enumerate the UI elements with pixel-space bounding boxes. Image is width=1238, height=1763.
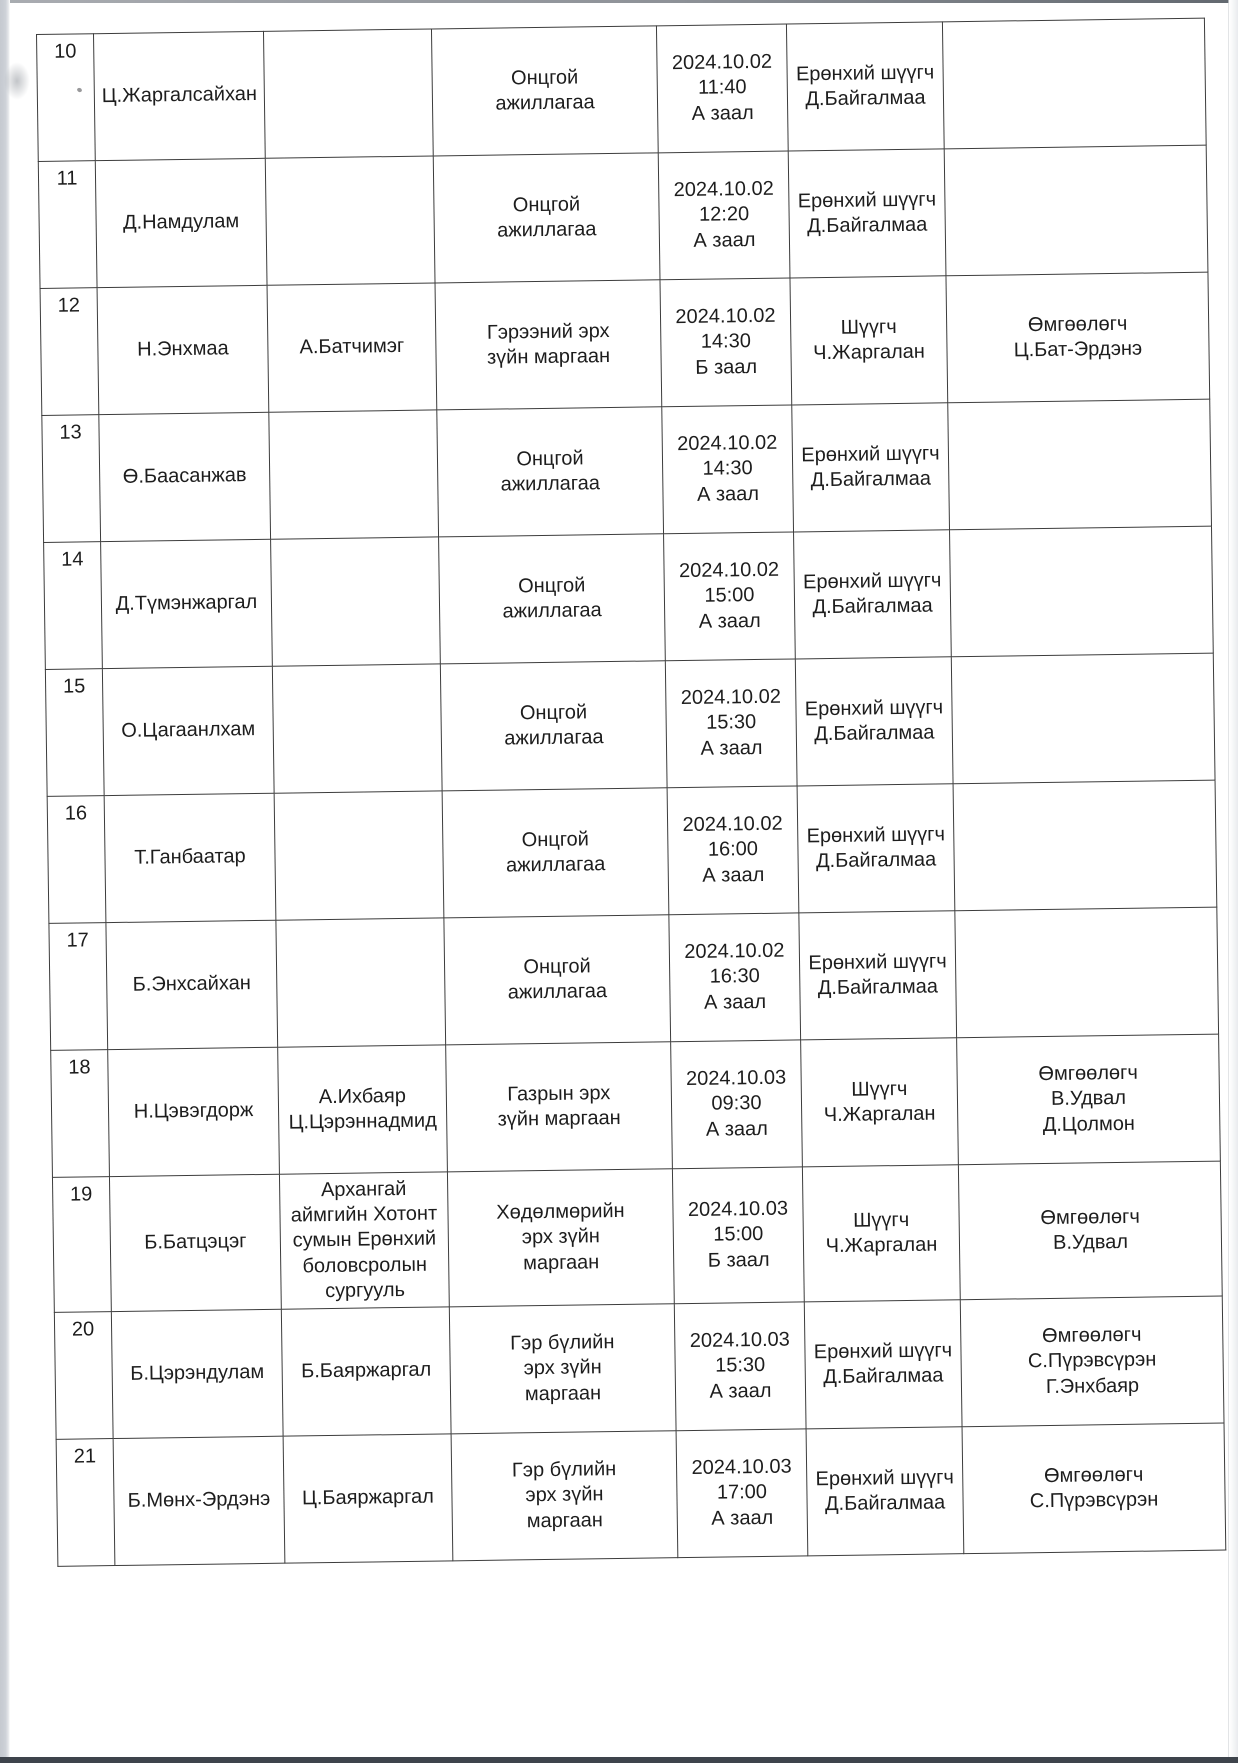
table-row <box>45 653 1215 796</box>
defendant-name <box>271 537 441 666</box>
plaintiff-name: Д.Намдулам <box>95 158 267 287</box>
plaintiff-name: Б.Мөнх-Эрдэнэ <box>113 1436 285 1565</box>
case-type: Хөдөлмөрийн эрх зүйн маргаан <box>447 1169 674 1307</box>
case-type: Онцгой ажиллагаа <box>437 407 664 537</box>
hearing-datetime-hall: 2024.10.03 15:30 А заал <box>674 1302 806 1431</box>
plaintiff-name: Н.Цэвэгдорж <box>108 1047 280 1176</box>
table-row <box>38 145 1208 288</box>
judge-name: Ерөнхий шүүгч Д.Байгалмаа <box>804 1300 962 1429</box>
lawyer-name: Өмгөөлөгч С.Пүрэвсүрэн <box>962 1423 1226 1554</box>
case-type: Гэр бүлийн эрх зүйн маргаан <box>451 1431 678 1561</box>
case-type: Гэрээний эрх зүйн маргаан <box>435 280 662 410</box>
defendant-name <box>263 29 433 158</box>
plaintiff-name: Т.Ганбаатар <box>104 793 276 922</box>
case-type: Онцгой ажиллагаа <box>439 534 666 664</box>
defendant-name <box>272 664 442 793</box>
row-number: 14 <box>44 542 103 670</box>
hearing-schedule-table <box>36 18 1226 1567</box>
hearing-datetime-hall: 2024.10.02 11:40 А заал <box>656 24 788 153</box>
row-number: 12 <box>40 288 99 416</box>
row-number: 10 <box>37 34 96 162</box>
hearing-datetime-hall: 2024.10.02 15:00 А заал <box>664 532 796 661</box>
case-type: Газрын эрх зүйн маргаан <box>446 1042 673 1172</box>
table-row <box>54 1296 1224 1439</box>
plaintiff-name: Б.Цэрэндулам <box>111 1309 283 1438</box>
table-row <box>37 18 1207 161</box>
row-number: 21 <box>56 1438 115 1566</box>
table-row <box>56 1423 1226 1566</box>
hearing-datetime-hall: 2024.10.02 12:20 А заал <box>658 151 790 280</box>
hearing-datetime-hall: 2024.10.03 17:00 А заал <box>676 1429 808 1558</box>
plaintiff-name: Д.Түмэнжаргал <box>101 539 273 668</box>
document-sheet <box>36 18 1226 1567</box>
plaintiff-name: Б.Батцэцэг <box>109 1174 281 1311</box>
lawyer-name <box>950 526 1214 657</box>
scan-edge-top <box>0 0 1238 3</box>
scan-smudge-artifact <box>4 62 30 100</box>
judge-name: Шүүгч Ч.Жаргалан <box>802 1165 960 1302</box>
case-type: Онцгой ажиллагаа <box>431 26 658 156</box>
table-row <box>52 1161 1222 1312</box>
lawyer-name: Өмгөөлөгч Ц.Бат-Эрдэнэ <box>946 272 1210 403</box>
judge-name: Ерөнхий шүүгч Д.Байгалмаа <box>806 1427 964 1556</box>
defendant-name <box>269 410 439 539</box>
table-row <box>44 526 1214 669</box>
case-type: Онцгой ажиллагаа <box>442 788 669 918</box>
judge-name: Ерөнхий шүүгч Д.Байгалмаа <box>795 657 953 786</box>
scan-edge-right <box>1229 0 1238 1763</box>
judge-name: Ерөнхий шүүгч Д.Байгалмаа <box>788 149 946 278</box>
row-number: 15 <box>45 669 104 797</box>
table-row <box>51 1034 1221 1177</box>
lawyer-name: Өмгөөлөгч С.Пүрэвсүрэн Г.Энхбаяр <box>960 1296 1224 1427</box>
defendant-name <box>265 156 435 285</box>
plaintiff-name: О.Цагаанлхам <box>102 666 274 795</box>
lawyer-name <box>948 399 1212 530</box>
table-row <box>42 399 1212 542</box>
hearing-datetime-hall: 2024.10.03 15:00 Б заал <box>672 1167 804 1304</box>
row-number: 16 <box>47 796 106 924</box>
lawyer-name <box>944 145 1208 276</box>
table-row <box>49 907 1219 1050</box>
row-number: 18 <box>51 1050 110 1178</box>
lawyer-name <box>951 653 1215 784</box>
hearing-datetime-hall: 2024.10.03 09:30 А заал <box>671 1040 803 1169</box>
plaintiff-name: Ө.Баасанжав <box>99 412 271 541</box>
defendant-name <box>276 918 446 1047</box>
lawyer-name: Өмгөөлөгч В.Удвал <box>958 1161 1222 1300</box>
plaintiff-name: Н.Энхмаа <box>97 285 269 414</box>
defendant-name: Б.Баяржаргал <box>281 1307 451 1436</box>
scan-edge-bottom <box>0 1757 1238 1763</box>
plaintiff-name: Ц.Жаргалсайхан <box>94 31 266 160</box>
row-number: 20 <box>54 1312 113 1440</box>
hearing-datetime-hall: 2024.10.02 16:00 А заал <box>667 786 799 915</box>
row-number: 19 <box>52 1177 111 1313</box>
lawyer-name <box>953 780 1217 911</box>
hearing-datetime-hall: 2024.10.02 14:30 А заал <box>662 405 794 534</box>
case-type: Гэр бүлийн эрх зүйн маргаан <box>449 1304 676 1434</box>
judge-name: Ерөнхий шүүгч Д.Байгалмаа <box>794 530 952 659</box>
defendant-name: А.Ихбаяр Ц.Цэрэннадмид <box>278 1045 448 1174</box>
case-type: Онцгой ажиллагаа <box>433 153 660 283</box>
row-number: 17 <box>49 923 108 1051</box>
lawyer-name <box>942 18 1206 149</box>
case-type: Онцгой ажиллагаа <box>444 915 671 1045</box>
scan-edge-left <box>0 0 10 1763</box>
hearing-datetime-hall: 2024.10.02 15:30 А заал <box>665 659 797 788</box>
defendant-name <box>274 791 444 920</box>
judge-name: Ерөнхий шүүгч Д.Байгалмаа <box>797 784 955 913</box>
defendant-name: Архангай аймгийн Хотонт сумын Ерөнхий боловсролын сургууль <box>279 1172 449 1309</box>
table-body <box>37 18 1226 1566</box>
hearing-datetime-hall: 2024.10.02 14:30 Б заал <box>660 278 792 407</box>
judge-name: Ерөнхий шүүгч Д.Байгалмаа <box>792 403 950 532</box>
plaintiff-name: Б.Энхсайхан <box>106 920 278 1049</box>
defendant-name: Ц.Баяржаргал <box>283 1434 453 1563</box>
lawyer-name <box>955 907 1219 1038</box>
judge-name: Ерөнхий шүүгч Д.Байгалмаа <box>799 911 957 1040</box>
table-row <box>47 780 1217 923</box>
hearing-datetime-hall: 2024.10.02 16:30 А заал <box>669 913 801 1042</box>
row-number: 11 <box>38 161 97 289</box>
case-type: Онцгой ажиллагаа <box>440 661 667 791</box>
lawyer-name: Өмгөөлөгч В.Удвал Д.Цолмон <box>957 1034 1221 1165</box>
judge-name: Ерөнхий шүүгч Д.Байгалмаа <box>786 22 944 151</box>
defendant-name: А.Батчимэг <box>267 283 437 412</box>
judge-name: Шүүгч Ч.Жаргалан <box>801 1038 959 1167</box>
row-number: 13 <box>42 415 101 543</box>
judge-name: Шүүгч Ч.Жаргалан <box>790 276 948 405</box>
table-row <box>40 272 1210 415</box>
